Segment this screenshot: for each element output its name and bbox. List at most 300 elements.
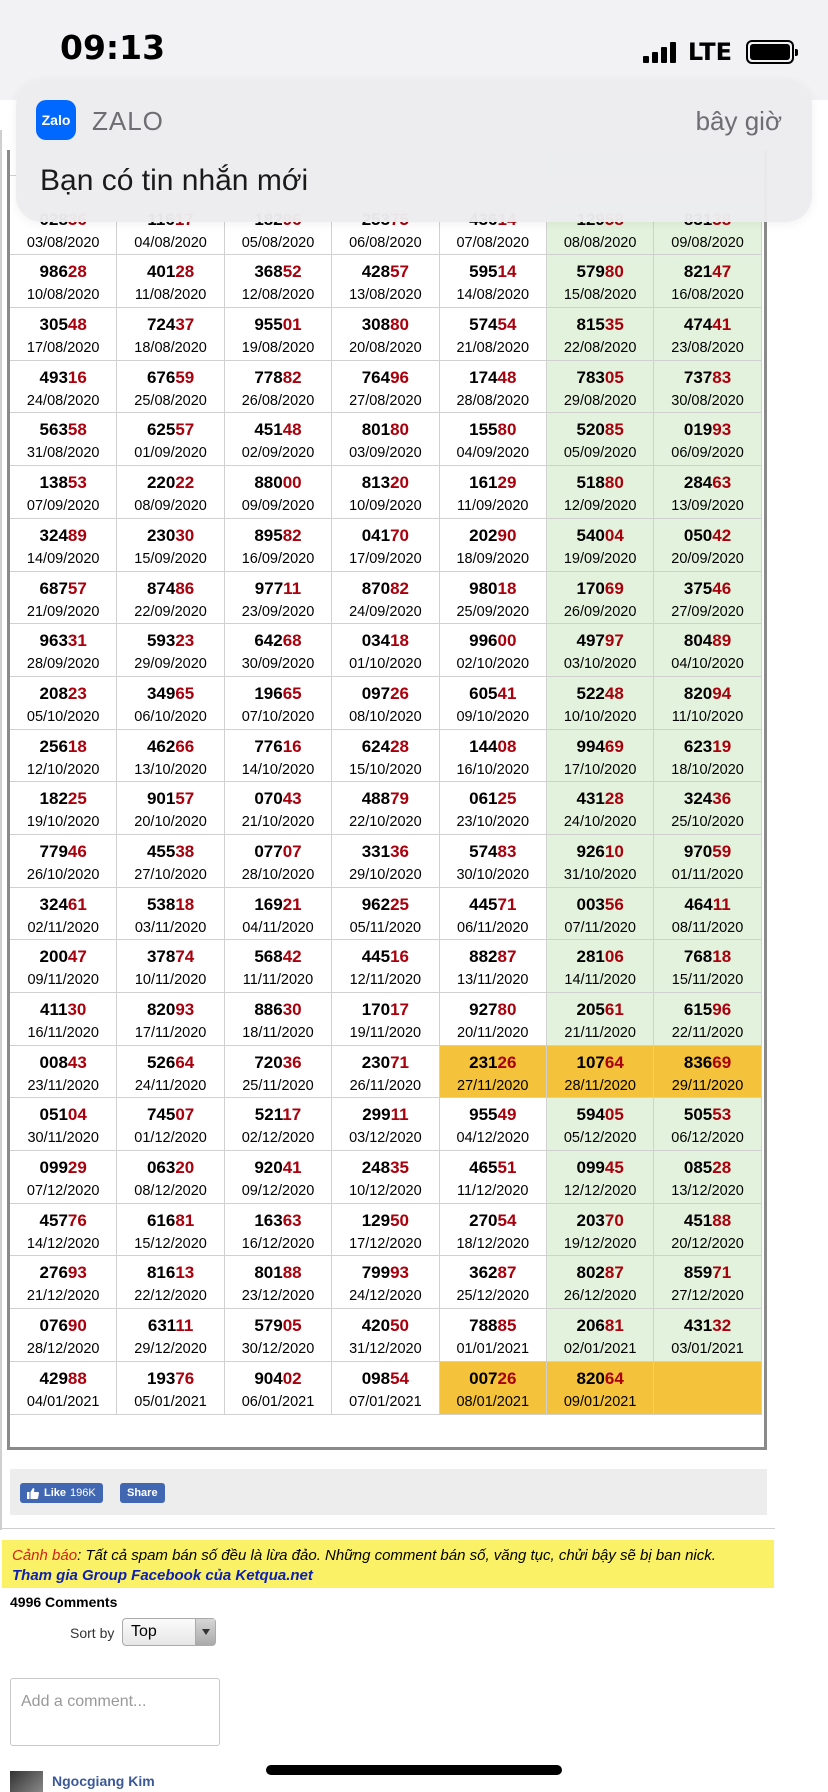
result-number-tail: 05 bbox=[282, 1316, 302, 1336]
facebook-like-button[interactable] bbox=[20, 1483, 103, 1503]
notification-banner[interactable] bbox=[16, 80, 812, 222]
result-cell bbox=[547, 1046, 654, 1099]
result-cell bbox=[225, 730, 332, 783]
result-date: 26/08/2020 bbox=[241, 392, 315, 409]
result-number-tail: 04 bbox=[67, 1105, 87, 1125]
result-number-head: 804 bbox=[683, 631, 713, 651]
result-number-tail: 50 bbox=[390, 1210, 410, 1230]
result-number-tail: 87 bbox=[497, 947, 517, 967]
result-date: 08/12/2020 bbox=[134, 1183, 207, 1200]
result-date: 07/10/2020 bbox=[241, 708, 315, 725]
result-cell bbox=[117, 1204, 224, 1257]
result-date: 23/11/2020 bbox=[27, 1077, 99, 1094]
result-cell bbox=[547, 677, 654, 730]
result-number-head: 594 bbox=[576, 1105, 605, 1125]
result-number bbox=[225, 580, 331, 598]
result-number bbox=[547, 316, 653, 334]
result-number-head: 799 bbox=[361, 1263, 391, 1283]
result-cell bbox=[654, 888, 761, 941]
result-cell bbox=[225, 572, 332, 625]
result-number-head: 270 bbox=[469, 1210, 498, 1230]
result-number-tail: 20 bbox=[175, 1158, 195, 1178]
result-number-tail: 18 bbox=[390, 631, 410, 651]
result-cell bbox=[654, 1362, 761, 1415]
result-number bbox=[225, 1159, 331, 1177]
result-number-tail: 86 bbox=[175, 578, 195, 598]
result-number-head: 281 bbox=[576, 947, 605, 967]
result-number bbox=[10, 1159, 116, 1177]
result-number-head: 193 bbox=[146, 1368, 176, 1388]
result-cell bbox=[547, 1204, 654, 1257]
result-number bbox=[440, 316, 546, 334]
result-number bbox=[332, 421, 438, 439]
result-number-tail: 53 bbox=[712, 1105, 732, 1125]
result-number-head: 368 bbox=[254, 262, 283, 282]
result-date: 12/08/2020 bbox=[241, 287, 315, 304]
result-number-head: 816 bbox=[146, 1263, 176, 1283]
result-number-tail: 41 bbox=[712, 315, 732, 335]
result-cell bbox=[10, 572, 117, 625]
result-number-head: 779 bbox=[39, 841, 68, 861]
comment-input[interactable] bbox=[10, 1678, 220, 1746]
result-cell bbox=[225, 1098, 332, 1151]
result-cell bbox=[225, 519, 332, 572]
result-number-tail: 52 bbox=[282, 262, 302, 282]
result-number bbox=[440, 369, 546, 387]
result-date: 21/12/2020 bbox=[26, 1288, 100, 1305]
result-date: 23/10/2020 bbox=[456, 814, 530, 831]
result-number bbox=[117, 369, 223, 387]
result-number-head: 624 bbox=[361, 736, 391, 756]
result-date: 28/10/2020 bbox=[241, 866, 315, 883]
sort-value: Top bbox=[131, 1623, 157, 1640]
result-number-head: 170 bbox=[361, 1000, 391, 1019]
result-cell bbox=[440, 1362, 547, 1415]
result-number bbox=[547, 1317, 653, 1335]
result-number-head: 631 bbox=[147, 1316, 176, 1336]
result-number-head: 220 bbox=[146, 473, 176, 493]
result-cell bbox=[654, 1151, 761, 1204]
result-cell bbox=[225, 1046, 332, 1099]
result-number-tail: 18 bbox=[175, 894, 195, 914]
result-number-tail: 11 bbox=[175, 1316, 194, 1336]
result-number-tail: 88 bbox=[67, 1368, 87, 1388]
result-number bbox=[332, 738, 438, 756]
result-number-head: 305 bbox=[39, 315, 68, 335]
result-cell bbox=[10, 1151, 117, 1204]
result-date: 05/08/2020 bbox=[241, 234, 315, 251]
result-number bbox=[117, 843, 223, 861]
result-date: 01/01/2021 bbox=[456, 1341, 530, 1358]
result-number-tail: 93 bbox=[175, 1000, 195, 1019]
result-number-head: 008 bbox=[39, 1052, 68, 1072]
result-number-tail: 80 bbox=[604, 473, 624, 493]
result-number bbox=[225, 421, 331, 439]
result-number bbox=[654, 1317, 760, 1335]
result-number bbox=[440, 1317, 546, 1335]
result-number-tail: 79 bbox=[390, 789, 410, 809]
result-number bbox=[547, 896, 653, 914]
result-date: 21/10/2020 bbox=[241, 814, 315, 831]
result-number bbox=[440, 738, 546, 756]
result-date: 17/12/2020 bbox=[349, 1235, 422, 1252]
result-number-tail: 94 bbox=[712, 683, 732, 703]
result-number bbox=[225, 896, 331, 914]
result-date: 07/09/2020 bbox=[26, 498, 100, 515]
result-number-head: 451 bbox=[683, 1210, 713, 1230]
result-cell bbox=[10, 1046, 117, 1099]
status-time: 09:13 bbox=[60, 28, 166, 67]
result-cell bbox=[117, 308, 224, 361]
result-number bbox=[654, 1212, 760, 1230]
result-number-head: 362 bbox=[469, 1263, 498, 1283]
result-number bbox=[332, 1264, 438, 1282]
result-number-head: 568 bbox=[254, 947, 283, 967]
result-number-head: 138 bbox=[39, 473, 68, 493]
result-number-tail: 69 bbox=[604, 736, 624, 756]
result-number bbox=[225, 1264, 331, 1282]
result-number bbox=[225, 843, 331, 861]
result-number-head: 182 bbox=[39, 789, 68, 809]
result-number bbox=[117, 1001, 223, 1019]
result-date: 28/09/2020 bbox=[26, 656, 100, 673]
result-cell bbox=[440, 1046, 547, 1099]
result-number bbox=[225, 474, 331, 492]
result-date: 03/09/2020 bbox=[349, 445, 422, 462]
result-number-head: 901 bbox=[146, 789, 176, 809]
result-date: 12/11/2020 bbox=[349, 972, 422, 989]
result-date: 19/10/2020 bbox=[26, 814, 100, 831]
result-number bbox=[332, 1317, 438, 1335]
result-date: 14/12/2020 bbox=[26, 1235, 100, 1252]
result-number bbox=[117, 1264, 223, 1282]
result-number bbox=[10, 1106, 116, 1124]
result-number-tail: 43 bbox=[67, 1052, 87, 1072]
result-number-tail: 30 bbox=[282, 1000, 302, 1019]
result-number bbox=[225, 948, 331, 966]
result-date: 09/12/2020 bbox=[241, 1183, 315, 1200]
result-date: 10/11/2020 bbox=[134, 972, 207, 989]
result-number-tail: 69 bbox=[604, 578, 624, 598]
result-number-tail: 25 bbox=[497, 789, 517, 809]
result-number bbox=[440, 1264, 546, 1282]
result-number bbox=[10, 790, 116, 808]
result-number bbox=[117, 1159, 223, 1177]
result-cell bbox=[654, 1256, 761, 1309]
result-number bbox=[440, 263, 546, 281]
result-number-tail: 05 bbox=[604, 1105, 624, 1125]
result-number-head: 595 bbox=[469, 262, 498, 282]
result-date: 27/12/2020 bbox=[671, 1288, 744, 1305]
result-number-head: 099 bbox=[39, 1158, 68, 1178]
result-number-head: 764 bbox=[361, 367, 391, 387]
result-date: 26/12/2020 bbox=[563, 1288, 637, 1305]
result-number bbox=[654, 1054, 760, 1072]
result-number bbox=[10, 843, 116, 861]
result-number bbox=[547, 632, 653, 650]
result-number bbox=[332, 1370, 438, 1388]
result-cell bbox=[225, 1309, 332, 1362]
result-number bbox=[547, 369, 653, 387]
result-number bbox=[654, 1159, 760, 1177]
result-number bbox=[10, 369, 116, 387]
result-number bbox=[547, 790, 653, 808]
result-date: 17/10/2020 bbox=[563, 761, 637, 778]
result-number-head: 144 bbox=[469, 736, 498, 756]
result-cell bbox=[547, 993, 654, 1046]
result-cell bbox=[225, 1204, 332, 1257]
result-number bbox=[332, 474, 438, 492]
result-number bbox=[117, 948, 223, 966]
result-number-head: 331 bbox=[361, 841, 391, 861]
commenter-name[interactable]: Ngocgiang Kim bbox=[52, 1773, 155, 1789]
result-date: 16/11/2020 bbox=[27, 1025, 99, 1041]
result-number-tail: 11 bbox=[283, 578, 302, 598]
result-number-tail: 90 bbox=[497, 525, 517, 545]
result-date: 05/11/2020 bbox=[349, 919, 422, 936]
result-number bbox=[117, 421, 223, 439]
result-number-tail: 70 bbox=[390, 525, 410, 545]
facebook-share-button[interactable]: Share bbox=[120, 1483, 165, 1503]
result-number-tail: 36 bbox=[282, 1052, 302, 1072]
result-number-head: 920 bbox=[254, 1158, 283, 1178]
result-number bbox=[654, 316, 760, 334]
result-date: 29/12/2020 bbox=[134, 1341, 207, 1358]
result-cell bbox=[225, 940, 332, 993]
result-number-head: 815 bbox=[576, 315, 605, 335]
result-cell bbox=[440, 308, 547, 361]
result-number bbox=[117, 474, 223, 492]
result-date: 23/08/2020 bbox=[671, 340, 744, 357]
result-number-head: 768 bbox=[683, 947, 713, 967]
result-number bbox=[10, 263, 116, 281]
section-divider bbox=[0, 1528, 775, 1529]
result-number bbox=[10, 1001, 116, 1019]
like-label: Like bbox=[44, 1487, 67, 1499]
result-number-head: 248 bbox=[361, 1158, 391, 1178]
sort-select[interactable] bbox=[122, 1618, 216, 1646]
result-number bbox=[10, 948, 116, 966]
result-number-tail: 00 bbox=[282, 473, 302, 493]
result-number-tail: 85 bbox=[604, 420, 624, 440]
result-number bbox=[10, 1264, 116, 1282]
result-number bbox=[332, 263, 438, 281]
result-number-head: 041 bbox=[361, 525, 391, 545]
home-indicator[interactable] bbox=[266, 1765, 562, 1775]
result-number-tail: 37 bbox=[175, 315, 195, 335]
result-date: 11/11/2020 bbox=[242, 972, 314, 989]
result-date: 09/11/2020 bbox=[27, 972, 99, 989]
result-date: 31/08/2020 bbox=[26, 445, 100, 462]
result-number-head: 063 bbox=[146, 1158, 176, 1178]
notification-app-name: ZALO bbox=[92, 106, 164, 136]
result-date: 14/08/2020 bbox=[456, 287, 530, 304]
result-date: 19/12/2020 bbox=[563, 1235, 637, 1252]
result-number bbox=[225, 1370, 331, 1388]
result-number bbox=[117, 580, 223, 598]
result-number-tail: 85 bbox=[497, 1316, 517, 1336]
result-number-head: 451 bbox=[254, 420, 283, 440]
result-number-tail: 30 bbox=[175, 525, 195, 545]
result-number-head: 445 bbox=[469, 894, 498, 914]
result-number-head: 200 bbox=[39, 947, 68, 967]
result-cell bbox=[440, 1204, 547, 1257]
result-number-head: 206 bbox=[576, 1316, 605, 1336]
result-number-tail: 16 bbox=[67, 367, 87, 387]
result-number-head: 497 bbox=[576, 631, 605, 651]
warning-text: : Tất cả spam bán số đều là lừa đảo. Những comment bán số, văng tục, chửi bậy sẽ bị ban nick. bbox=[77, 1547, 716, 1564]
result-cell bbox=[332, 519, 439, 572]
result-cell bbox=[332, 255, 439, 308]
result-date: 27/10/2020 bbox=[134, 866, 207, 883]
result-date: 04/09/2020 bbox=[456, 445, 530, 462]
result-date: 08/11/2020 bbox=[671, 919, 744, 936]
result-cell bbox=[547, 835, 654, 888]
result-cell bbox=[547, 466, 654, 519]
facebook-group-link[interactable]: Tham gia Group Facebook của Ketqua.net bbox=[12, 1567, 313, 1584]
result-cell bbox=[332, 835, 439, 888]
result-number-head: 299 bbox=[362, 1105, 391, 1125]
result-date: 08/01/2021 bbox=[456, 1393, 530, 1410]
result-number bbox=[225, 1001, 331, 1019]
result-cell bbox=[225, 1151, 332, 1204]
result-number-head: 077 bbox=[254, 841, 283, 861]
result-number-tail: 83 bbox=[497, 841, 517, 861]
result-cell bbox=[654, 730, 761, 783]
result-number bbox=[332, 896, 438, 914]
result-number bbox=[332, 1106, 438, 1124]
result-number bbox=[225, 685, 331, 703]
result-date: 15/10/2020 bbox=[349, 761, 422, 778]
result-number bbox=[332, 1001, 438, 1019]
result-number bbox=[654, 632, 760, 650]
result-date: 25/12/2020 bbox=[456, 1288, 530, 1305]
result-date: 08/09/2020 bbox=[134, 498, 207, 515]
result-date: 21/09/2020 bbox=[26, 603, 100, 620]
result-cell bbox=[117, 677, 224, 730]
result-number-tail: 90 bbox=[67, 1316, 87, 1336]
result-number bbox=[654, 790, 760, 808]
result-date: 20/09/2020 bbox=[671, 550, 744, 567]
result-number-head: 904 bbox=[254, 1368, 283, 1388]
result-cell bbox=[440, 940, 547, 993]
results-grid bbox=[10, 203, 764, 1415]
result-number-head: 464 bbox=[684, 894, 713, 914]
result-cell bbox=[547, 361, 654, 414]
result-number-head: 574 bbox=[469, 315, 498, 335]
result-cell bbox=[654, 413, 761, 466]
result-date: 05/10/2020 bbox=[26, 708, 100, 725]
result-number-tail: 59 bbox=[712, 841, 732, 861]
result-number-head: 411 bbox=[40, 1000, 68, 1019]
result-number-tail: 65 bbox=[175, 683, 195, 703]
result-number-head: 051 bbox=[39, 1105, 68, 1125]
result-cell bbox=[332, 361, 439, 414]
result-date: 11/08/2020 bbox=[134, 287, 207, 304]
result-number-tail: 32 bbox=[712, 1316, 732, 1336]
result-number bbox=[547, 1054, 653, 1072]
result-number bbox=[547, 421, 653, 439]
result-number bbox=[225, 790, 331, 808]
result-date: 16/12/2020 bbox=[241, 1235, 315, 1252]
avatar[interactable] bbox=[10, 1771, 43, 1792]
result-cell bbox=[654, 255, 761, 308]
result-number-head: 623 bbox=[683, 736, 713, 756]
result-number-head: 593 bbox=[146, 631, 176, 651]
result-date: 16/09/2020 bbox=[241, 550, 315, 567]
result-number-head: 802 bbox=[576, 1263, 605, 1283]
result-number-tail: 35 bbox=[390, 1158, 410, 1178]
result-date: 26/09/2020 bbox=[563, 603, 637, 620]
result-date: 11/12/2020 bbox=[457, 1183, 529, 1200]
result-cell bbox=[547, 1151, 654, 1204]
result-number-tail: 76 bbox=[175, 1368, 195, 1388]
result-cell bbox=[225, 888, 332, 941]
result-number bbox=[225, 632, 331, 650]
result-date: 18/12/2020 bbox=[456, 1235, 530, 1252]
result-number bbox=[10, 738, 116, 756]
result-cell bbox=[547, 519, 654, 572]
result-number-tail: 93 bbox=[712, 420, 732, 440]
result-number bbox=[654, 369, 760, 387]
result-date: 15/08/2020 bbox=[563, 287, 637, 304]
result-date: 06/11/2020 bbox=[457, 919, 529, 936]
result-date: 15/12/2020 bbox=[134, 1235, 207, 1252]
result-number-head: 926 bbox=[576, 841, 605, 861]
result-number-head: 813 bbox=[361, 473, 391, 493]
result-number-tail: 69 bbox=[712, 1052, 732, 1072]
result-number bbox=[440, 1001, 546, 1019]
result-date: 30/11/2020 bbox=[27, 1130, 99, 1147]
result-date: 01/09/2020 bbox=[134, 445, 207, 462]
result-number-head: 616 bbox=[146, 1210, 176, 1230]
result-number-tail: 26 bbox=[497, 1368, 517, 1388]
result-date: 02/11/2020 bbox=[27, 919, 99, 936]
result-number bbox=[440, 790, 546, 808]
result-date: 10/12/2020 bbox=[349, 1183, 422, 1200]
result-number-head: 615 bbox=[683, 1000, 713, 1019]
result-date: 30/08/2020 bbox=[671, 392, 744, 409]
result-number bbox=[654, 1264, 760, 1282]
result-date: 09/01/2021 bbox=[563, 1393, 637, 1410]
result-cell bbox=[225, 255, 332, 308]
result-number-head: 605 bbox=[469, 683, 498, 703]
result-date: 07/08/2020 bbox=[456, 234, 530, 251]
result-number-tail: 46 bbox=[67, 841, 87, 861]
result-number-tail: 58 bbox=[67, 420, 87, 440]
result-number bbox=[117, 1212, 223, 1230]
result-number-tail: 64 bbox=[604, 1368, 624, 1388]
result-cell bbox=[654, 835, 761, 888]
result-date: 06/10/2020 bbox=[134, 708, 207, 725]
result-date: 29/09/2020 bbox=[134, 656, 207, 673]
result-number-tail: 54 bbox=[497, 315, 517, 335]
result-date: 13/12/2020 bbox=[671, 1183, 744, 1200]
result-number-tail: 48 bbox=[497, 367, 517, 387]
result-number-tail: 48 bbox=[604, 683, 624, 703]
result-cell bbox=[547, 730, 654, 783]
result-cell bbox=[117, 940, 224, 993]
result-cell bbox=[547, 308, 654, 361]
result-number bbox=[10, 316, 116, 334]
result-date: 27/08/2020 bbox=[349, 392, 422, 409]
result-number-head: 429 bbox=[39, 1368, 68, 1388]
zalo-app-icon: Zalo bbox=[36, 100, 76, 140]
result-number bbox=[225, 1317, 331, 1335]
result-number bbox=[654, 948, 760, 966]
result-number bbox=[225, 263, 331, 281]
result-cell bbox=[654, 993, 761, 1046]
